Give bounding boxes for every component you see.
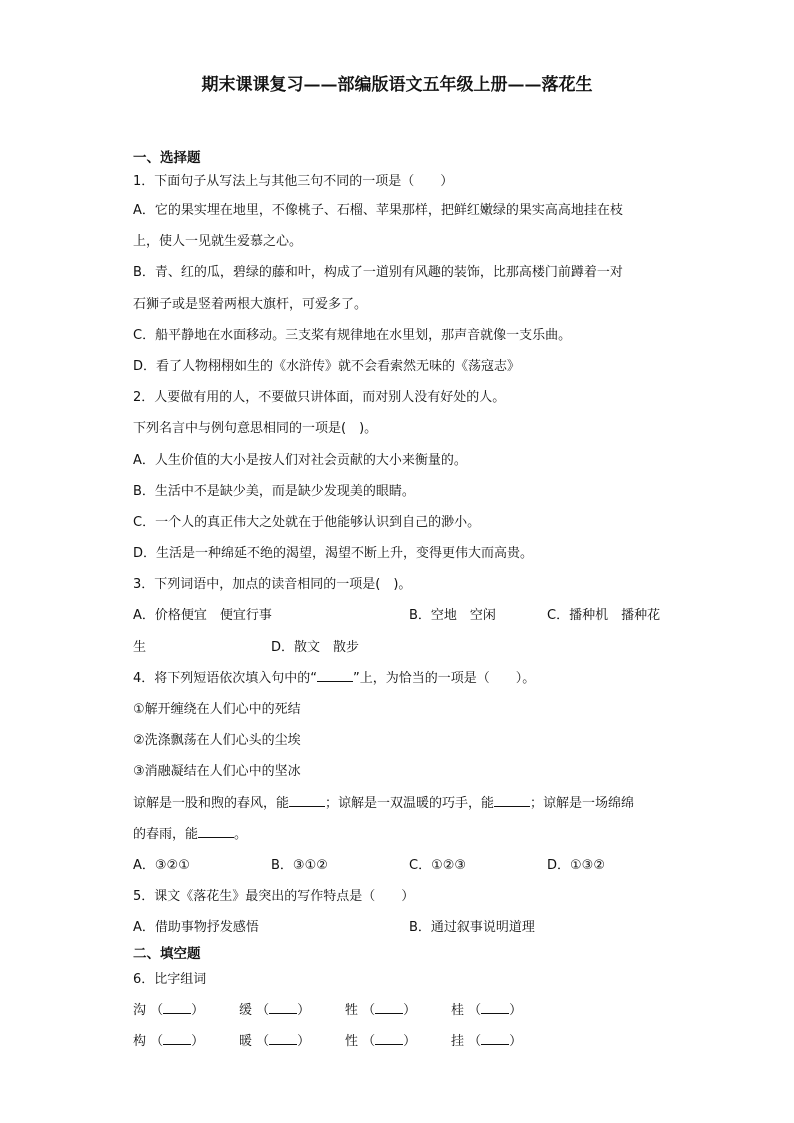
sentence-part: ；谅解是一双温暖的巧手，能: [325, 795, 495, 811]
option-d: D．看了人物栩栩如生的《水浒传》就不会看索然无味的《荡寇志》: [133, 358, 521, 374]
option-d: D．①③②: [547, 857, 605, 873]
option-c: C．①②③: [409, 857, 467, 873]
paren-open: （: [150, 1002, 164, 1018]
option-a: A．③②①: [133, 857, 190, 873]
word-item: [451, 995, 557, 1026]
options-row: [133, 600, 673, 631]
answer-blank[interactable]: [163, 1001, 191, 1014]
phrase-option: ②洗涤飘荡在人们心头的尘埃: [133, 733, 301, 749]
sentence-part: 谅解是一股和煦的春风，能: [133, 795, 290, 811]
word-item: [239, 1026, 345, 1057]
answer-blank[interactable]: [163, 1032, 191, 1045]
option-c: C．播种机 播种花: [547, 608, 661, 624]
exam-content: [133, 148, 673, 1057]
question-sub: 下列名言中与例句意思相同的一项是( )。: [133, 421, 378, 437]
sentence-part: 的春雨，能: [133, 826, 199, 842]
page-title: 期末课课复习——部编版语文五年级上册——落花生: [201, 75, 593, 95]
char: 缓: [239, 1002, 253, 1018]
paren-close: ）: [403, 1033, 417, 1049]
answer-blank[interactable]: [375, 1001, 403, 1014]
answer-blank[interactable]: [375, 1032, 403, 1045]
sentence-part: ；谅解是一场绵绵: [530, 795, 635, 811]
sentence-part: 。: [234, 826, 248, 842]
answer-blank: [494, 794, 530, 807]
word-row: [133, 1026, 673, 1057]
option-b: B．生活中不是缺少美，而是缺少发现美的眼睛。: [133, 483, 415, 499]
stem-part: ”上，为恰当的一项是（ ）。: [353, 670, 536, 686]
options-row: [133, 912, 673, 943]
char: 暖: [239, 1033, 253, 1049]
phrase-option: ①解开缠绕在人们心中的死结: [133, 702, 301, 717]
char: 性: [345, 1033, 359, 1049]
paren-close: ）: [509, 1002, 523, 1018]
answer-blank[interactable]: [269, 1001, 297, 1014]
answer-blank: [317, 669, 353, 682]
answer-blank[interactable]: [269, 1032, 297, 1045]
word-item: [345, 1026, 451, 1057]
paren-open: （: [362, 1033, 376, 1049]
char: 沟: [133, 1002, 147, 1018]
word-item: [133, 995, 239, 1026]
option-c: C．一个人的真正伟大之处就在于他能够认识到自己的渺小。: [133, 514, 481, 530]
phrase-option: ③消融凝结在人们心中的坚冰: [133, 764, 301, 780]
option-a: A．价格便宜 便宜行事: [133, 608, 272, 624]
question-stem: 1．下面句子从写法上与其他三句不同的一项是（ ）: [133, 174, 454, 189]
answer-blank[interactable]: [481, 1032, 509, 1045]
paren-open: （: [256, 1033, 270, 1049]
paren-open: （: [468, 1033, 482, 1049]
paren-open: （: [256, 1002, 270, 1018]
option-a: A．借助事物抒发感悟: [133, 920, 259, 936]
options-row: [133, 632, 673, 663]
paren-close: ）: [509, 1033, 523, 1049]
question-stem: 3．下列词语中，加点的读音相同的一项是( )。: [133, 577, 412, 593]
paren-open: （: [150, 1033, 164, 1049]
paren-open: （: [468, 1002, 482, 1018]
char: 桂: [451, 1002, 465, 1018]
option-a: A．人生价值的大小是按人们对社会贡献的大小来衡量的。: [133, 452, 467, 468]
question-stem: 5．课文《落花生》最突出的写作特点是（ ）: [133, 889, 415, 905]
stem-part: 4．将下列短语依次填入句中的“: [133, 670, 318, 686]
section-heading: 一、选择题: [133, 150, 201, 166]
fill-sentence: [133, 819, 673, 850]
option-b: B．通过叙事说明道理: [409, 920, 535, 936]
paren-close: ）: [297, 1002, 311, 1018]
char: 挂: [451, 1033, 465, 1049]
paren-close: ）: [297, 1033, 311, 1049]
question-stem: 2．人要做有用的人，不要做只讲体面，而对别人没有好处的人。: [133, 390, 506, 406]
fill-sentence: [133, 788, 673, 819]
paren-close: ）: [191, 1033, 205, 1049]
char: 牲: [345, 1002, 359, 1018]
answer-blank[interactable]: [481, 1001, 509, 1014]
paren-close: ）: [191, 1002, 205, 1018]
paren-close: ）: [403, 1002, 417, 1018]
option-d: D．生活是一种绵延不绝的渴望，渴望不断上升，变得更伟大而高贵。: [133, 546, 534, 562]
char: 构: [133, 1033, 147, 1049]
answer-blank: [289, 794, 325, 807]
word-item: [239, 995, 345, 1026]
option-b: B．空地 空闲: [409, 608, 496, 624]
option-b: B．青、红的瓜，碧绿的藤和叶，构成了一道别有风趣的装饰，比那高楼门前蹲着一对: [133, 265, 623, 281]
word-item: [345, 995, 451, 1026]
option-b: B．③①②: [271, 857, 328, 873]
option-d: D．散文 散步: [271, 639, 360, 655]
answer-blank: [198, 825, 234, 838]
section-heading: 二、填空题: [133, 945, 201, 962]
word-item: [133, 1026, 239, 1057]
option-a: A．它的果实埋在地里，不像桃子、石榴、苹果那样，把鲜红嫩绿的果实高高地挂在枝: [133, 203, 623, 218]
question-stem: 6．比字组词: [133, 971, 207, 987]
word-row: [133, 995, 673, 1026]
options-row: [133, 850, 673, 881]
option-a-cont: 上，使人一见就生爱慕之心。: [133, 234, 303, 250]
paren-open: （: [362, 1002, 376, 1018]
word-item: [451, 1026, 557, 1057]
question-stem: [133, 663, 673, 694]
option-b-cont: 石狮子或是竖着两根大旗杆，可爱多了。: [133, 296, 368, 312]
option-c-cont: 生: [133, 639, 147, 655]
option-c: C．船平静地在水面移动。三支桨有规律地在水里划，那声音就像一支乐曲。: [133, 327, 572, 343]
